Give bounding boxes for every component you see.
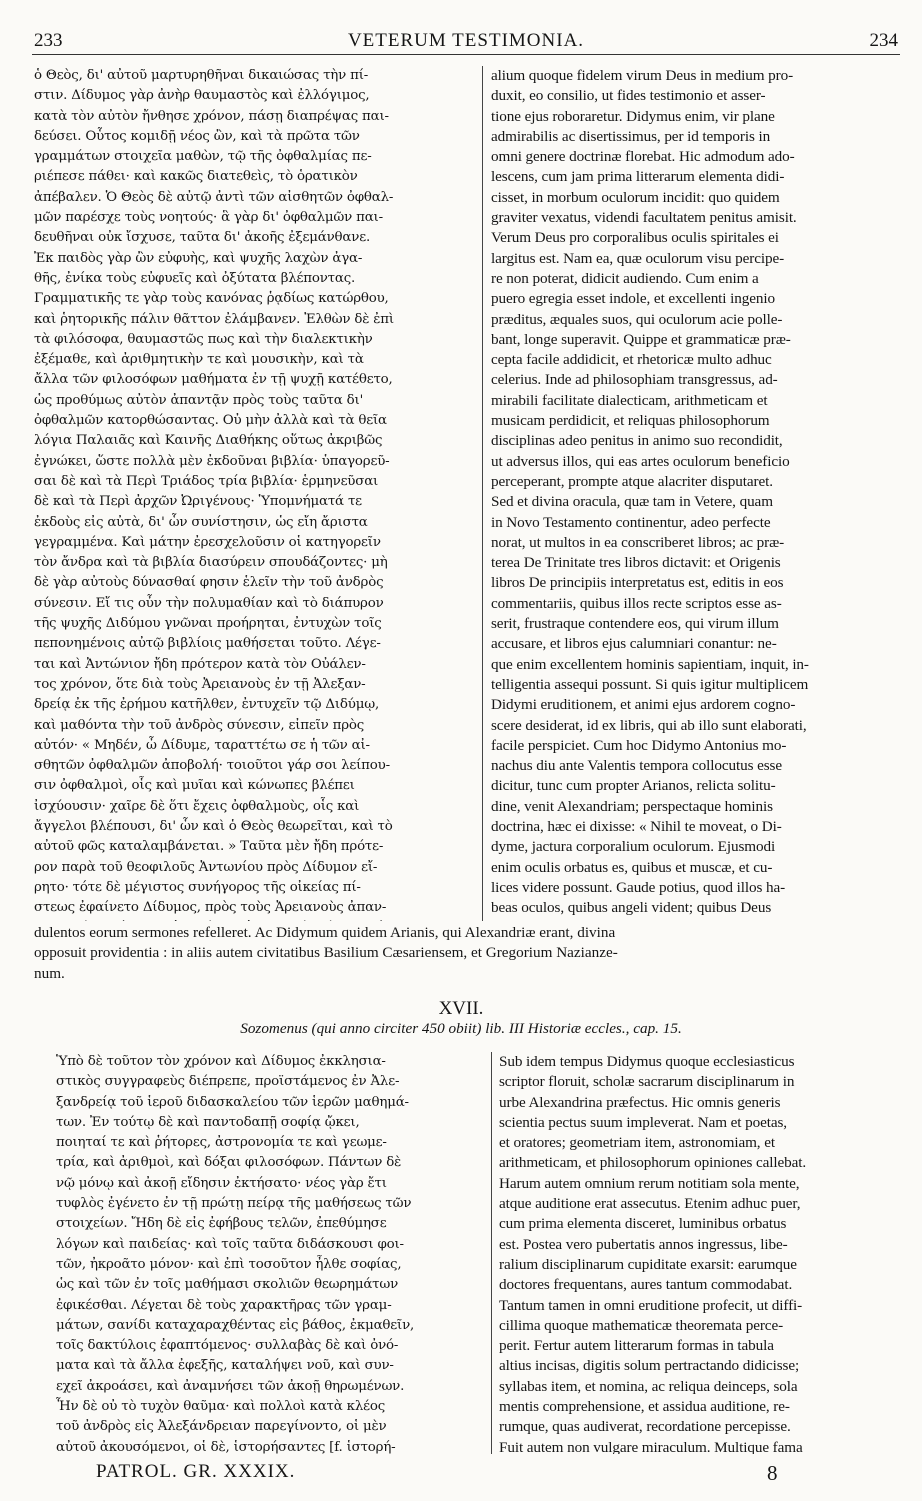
latin-line: re non poterat, didicit audiendo. Cum enim a — [491, 269, 759, 287]
latin-line: admirabilis ac disertissimus, per id temporis in — [491, 127, 771, 145]
latin-line: mentis comprehensione, et assidua auditione, re- — [499, 1398, 790, 1416]
greek-line: ἐγνώκει, ὥστε πολλὰ μὲν ἐκδοῦναι βιβλία· ὑπαγορεῦ- — [34, 453, 390, 469]
greek-line: ρον παρὰ τοῦ θεοφιλοῦς Ἀντωνίου πρὸς Δίδυμον εἴ- — [34, 859, 378, 875]
greek-line: των. Ἐν τούτῳ δὲ καὶ παντοδαπῇ σοφίᾳ ᾤκει, — [56, 1114, 360, 1130]
latin-line: num. — [34, 964, 65, 982]
latin-line: scriptor floruit, scholæ sacrarum disciplinarum in — [499, 1073, 795, 1091]
greek-line: ἀπέβαλεν. Ὁ Θεὸς δὲ αὐτῷ ἀντὶ τῶν αἰσθητῶν ὀφθαλ- — [34, 189, 394, 205]
latin-line: omni genere doctrinæ florebat. Hic admodum ado- — [491, 148, 795, 166]
latin-line: Tantum tamen in omni eruditione profecit, ut diffi- — [499, 1296, 803, 1314]
column-divider-bottom — [491, 1052, 492, 1454]
greek-line: ἐφικέσθαι. Λέγεται δὲ τοὺς χαρακτῆρας τῶν γραμ- — [56, 1297, 392, 1313]
greek-line: στικὸς συγγραφεὺς διέπρεπε, προϊστάμενος ἐν Ἀλε- — [56, 1074, 400, 1090]
greek-line: σιν ὀφθαλμοὶ, οἷς καὶ μυῖαι καὶ κώνωπες βλέπει — [34, 778, 355, 794]
latin-line: largitus est. Nam ea, quæ oculorum visu percipe- — [491, 249, 785, 267]
greek-line: δευθῆναι οὐκ ἴσχυσε, ταῦτα δι' ἀκοῆς ἐξεμάνθανε. — [34, 230, 371, 246]
greek-line: τοῖς δακτύλοις ἐφαπτόμενος· συλλαβὰς δὲ καὶ ὀνό- — [56, 1338, 399, 1354]
latin-line: terea De Trinitate tres libros dictavit: et Origenis — [491, 554, 781, 572]
greek-line: λόγων καὶ παιδείας· καὶ τοῖς ταῦτα διδάσκουσι φοι- — [56, 1236, 404, 1252]
section-source — [0, 1020, 922, 1038]
source-author: Sozomenus — [240, 1020, 308, 1037]
latin-line: syllabas item, et nomina, ac reliqua deinceps, sola — [499, 1377, 798, 1395]
greek-line: στεως ἐφαίνετο Δίδυμος, πρὸς τοὺς Ἀρειανοὺς ἀπαν- — [34, 900, 387, 916]
greek-line: δεύσει. Οὗτος κομιδῇ νέος ὢν, καὶ τὰ πρῶτα τῶν — [34, 128, 360, 144]
full-width-continuation — [34, 923, 894, 984]
greek-line: Γραμματικῆς τε γὰρ τοὺς κανόνας ῥᾳδίως κατώρθου, — [34, 291, 389, 307]
latin-line: tione ejus roboraretur. Didymus enim, vir plane — [491, 107, 775, 125]
latin-line: præditus, æquales suos, qui oculorum acie polle- — [491, 310, 783, 328]
latin-line: celerius. Inde ad philosophiam transgressus, ad- — [491, 371, 778, 389]
latin-line: est. Postea vero pubertatis annos ingressus, libe- — [499, 1235, 788, 1253]
greek-line: ὀφθαλμῶν κατορθώσαντας. Οὐ μὴν ἀλλὰ καὶ τὰ θεῖα — [34, 413, 387, 429]
latin-line: serit, frustraque contendere eos, qui virum illum — [491, 615, 779, 633]
latin-line: Harum autem omnium rerum notitiam sola mente, — [499, 1174, 800, 1192]
greek-line: τυφλὸς ἐγένετο ἐν τῇ πρώτῃ πείρᾳ τῆς μαθήσεως τῶν — [56, 1196, 412, 1212]
greek-line: λόγια Παλαιᾶς καὶ Καινῆς Διαθήκης οὕτως ἀκριβῶς — [34, 433, 383, 449]
greek-line: ἐκδοὺς εἰς αὐτὰ, δι' ὧν συνίστησιν, ὡς εἴη ἄριστα — [34, 514, 368, 530]
latin-line: que enim excellentem hominis sapientiam, inquit, in- — [491, 655, 809, 673]
greek-line: νῷ μόνῳ καὶ ἀκοῇ εἴδησιν ἐκτήσατο· νέος γὰρ ἔτι — [56, 1175, 387, 1191]
latin-line: lices videre possunt. Gaude potius, quod illos ha- — [491, 878, 786, 896]
latin-line: et oratores; geometriam item, astronomiam, et — [499, 1134, 775, 1152]
greek-line: τῆς ψυχῆς Διδύμου γνῶναι προήρηται, ἐντυχὼν τοῖς — [34, 616, 382, 632]
greek-line: καὶ ῥητορικῆς πάλιν θᾶττον ἐλάμβανεν. Ἐλθὼν δὲ ἐπὶ — [34, 311, 394, 327]
greek-line: ἄλλα τῶν φιλοσόφων μαθήματα ἐν τῇ ψυχῇ κατέθετο, — [34, 372, 393, 388]
greek-line: στοιχείων. Ἤδη δὲ εἰς ἐφήβους τελῶν, ἐπεθύμησε — [56, 1216, 387, 1232]
greek-line: ριέπεσε πάθει· καὶ κακῶς διατεθεὶς, τὸ ὁρατικὸν — [34, 169, 358, 185]
footer-number: 8 — [767, 1461, 778, 1485]
source-note: (qui anno circiter 450 obiit) — [311, 1020, 482, 1037]
greek-line: ὡς προθύμως αὐτὸν ἀπαντᾷν πρὸς τοὺς ταῦτα δι' — [34, 392, 364, 408]
greek-line: ὡς καὶ τῶν ἐν τοῖς μαθήμασι σκολιῶν θεωρημάτων — [56, 1277, 399, 1293]
latin-line: cepta facile addidicit, et rhetoricæ multo adhuc — [491, 351, 772, 369]
greek-line: Ὑπὸ δὲ τοῦτον τὸν χρόνον καὶ Δίδυμος ἐκκλησια- — [56, 1054, 386, 1069]
greek-line: θῆς, ἐνίκα τοὺς εὐφυεῖς καὶ ὀξύτατα βλέποντας. — [34, 270, 356, 286]
greek-line: μάτων, σανίδι καταχαραχθέντας εἰς βάθος, ἐκμαθεῖν, — [56, 1317, 415, 1333]
latin-column-bottom — [499, 1052, 894, 1454]
section-number: XVII. — [438, 998, 484, 1019]
greek-line: ἄγγελοι βλέπουσι, δι' ὧν καὶ ὁ Θεὸς θεωρεῖται, καὶ τὸ — [34, 818, 393, 834]
column-divider — [482, 66, 483, 921]
latin-line: in Novo Testamento continentur, adeo perfecte — [491, 513, 771, 531]
latin-line: doctores frequentans, aures tantum commodabat. — [499, 1276, 793, 1294]
greek-line: τοῦ ἀνδρὸς εἰς Ἀλεξάνδρειαν παρεγίνοντο, οἱ μὲν — [56, 1419, 387, 1435]
greek-line: αὐτοῦ ἀκουσόμενοι, οἱ δὲ, ἱστορήσαντες [f. ἱστορή- — [56, 1439, 396, 1454]
latin-line: disciplinas adeo penitus in animo suo recondidit, — [491, 432, 783, 450]
greek-line: δρείᾳ ἐκ τῆς ἐρήμου κατῆλθεν, ἐντυχεῖν τῷ Διδύμῳ, — [34, 697, 379, 713]
latin-line: dyme, jactura corporalium oculorum. Ejusmodi — [491, 838, 776, 856]
latin-line: lescens, cum jam prima litterarum elementa didi- — [491, 168, 785, 186]
latin-line: Verum Deus pro corporalibus oculis spiritales ei — [491, 229, 779, 247]
greek-line: ματα καὶ τὰ ἄλλα ἐφεξῆς, καταλήψει νοῦ, καὶ συν- — [56, 1358, 394, 1374]
source-ref: lib. III Historiæ eccles., cap. 15. — [485, 1020, 682, 1037]
latin-line: perceperant, prompte atque alacriter disputaret. — [491, 472, 773, 490]
greek-line: ὁ Θεὸς, δι' αὐτοῦ μαρτυρηθῆναι δικαιώσας τὴν πί- — [34, 68, 369, 83]
latin-line: dulentos eorum sermones refelleret. Ac Didymum quidem Arianis, qui Alexandriæ erant, divina — [34, 924, 616, 941]
greek-line — [34, 918, 472, 921]
latin-line — [491, 918, 889, 921]
greek-line: δὲ καὶ τὰ Περὶ ἀρχῶν Ὠριγένους· Ὑπομνήματά τε — [34, 494, 362, 510]
greek-line: στιν. Δίδυμος γὰρ ἀνὴρ θαυμαστὸς καὶ ἐλλόγιμος, — [34, 88, 370, 104]
latin-line: ut adversus illos, qui eas artes oculorum beneficio — [491, 452, 790, 470]
greek-line: γεγραμμένα. Καὶ μάτην ἐρεσχελοῦσιν οἱ κατηγορεῖν — [34, 534, 381, 550]
greek-line: τος χρόνον, ὅτε διὰ τοὺς Ἀρειανοὺς ἐν τῇ Ἀλεξαν- — [34, 676, 366, 692]
greek-line: ξανδρείᾳ τοῦ ἱεροῦ διδασκαλείου τῶν ἱερῶν μαθημά- — [56, 1094, 409, 1110]
greek-line: ἐξέμαθε, καὶ ἀριθμητικὴν τε καὶ μουσικὴν, καὶ τὰ — [34, 352, 364, 368]
greek-line: αὐτοῦ φῶς καταλαμβάνεται. » Ταῦτα μὲν ἤδη πρότε- — [34, 839, 384, 855]
latin-line: enim oculis orbatus es, quibus et muscæ, et cu- — [491, 858, 773, 876]
greek-line: τρία, καὶ ἀριθμοὶ, καὶ δόξαι φιλοσόφων. Πάντων δὲ — [56, 1155, 402, 1171]
greek-column-bottom — [56, 1052, 484, 1454]
latin-line: cisset, in morbum oculorum incidit: quo quidem — [491, 188, 780, 206]
greek-line: γραμμάτων στοιχεῖα μαθὼν, τῷ τῆς ὀφθαλμίας πε- — [34, 149, 372, 165]
greek-line: Ἐκ παιδὸς γὰρ ὢν εὐφυὴς, καὶ ψυχῆς λαχὼν ἀγα- — [34, 250, 363, 266]
latin-line: dine, venit Alexandriam; perspectaque hominis — [491, 797, 773, 815]
latin-line: cum prima elementa disceret, luminibus orbatus — [499, 1215, 787, 1233]
page-number-right: 234 — [869, 30, 898, 51]
greek-line: σθητῶν ὀφθαλμῶν ἀποβολή· τοιοῦτοι γάρ σοι λείπου- — [34, 758, 390, 774]
latin-line: doctrina, hæc ei dixisse: « Nihil te moveat, o Di- — [491, 817, 782, 835]
latin-line: graviter vexatus, videndi facultatem penitus amisit. — [491, 209, 797, 227]
footer-signature: PATROL. GR. XXXIX. — [96, 1461, 296, 1482]
latin-line: duxit, eo consilio, ut fides testimonio et asser- — [491, 87, 766, 105]
greek-line: πεπονημένοις αὐτῷ βιβλίοις μαθήσεται τοῦτο. Λέγε- — [34, 636, 381, 652]
greek-line: εχεῖ ἀκροάσει, καὶ ἀναμνήσει τῶν ἀκοῇ θηρωμένων. — [56, 1378, 405, 1394]
latin-line: facile perspiciet. Cum hoc Didymo Antonius mo- — [491, 736, 787, 754]
greek-line: καὶ μαθόντα τὴν τοῦ ἀνδρὸς σύνεσιν, εἰπεῖν πρὸς — [34, 717, 365, 733]
latin-line: Sub idem tempus Didymus quoque ecclesiasticus — [499, 1053, 795, 1070]
greek-line: σαι δὲ καὶ τὰ Περὶ Τριάδος τρία βιβλία· ἑρμηνεῦσαι — [34, 473, 379, 489]
latin-line: perit. Fertur autem litterarum formas in tabula — [499, 1337, 774, 1355]
latin-line: nachus diu ante Valentis tempora collocutus esse — [491, 757, 782, 775]
latin-line: atque auditione erat assecutus. Etenim adhuc puer, — [499, 1195, 801, 1213]
greek-line: δὲ γὰρ αὐτοὺς δύνασθαί φησιν ἑλεῖν τὴν τοῦ ἀνδρὸς — [34, 575, 384, 591]
latin-column-top — [491, 66, 889, 921]
latin-line: commentariis, quibus illos recte scriptos esse as- — [491, 594, 782, 612]
page-number-left: 233 — [34, 30, 63, 51]
latin-line: Fuit autem non vulgare miraculum. Multique fama — [499, 1438, 803, 1454]
greek-line: ρητο· τότε δὲ μέγιστος συνήγορος τῆς οἰκείας πί- — [34, 879, 361, 895]
greek-line: Ἦν δὲ οὐ τὸ τυχὸν θαῦμα· καὶ πολλοὶ κατὰ κλέος — [56, 1399, 386, 1415]
latin-line: telligentia assequi possunt. Si quis igitur multiplicem — [491, 675, 809, 693]
greek-line: κατὰ τὸν αὐτὸν ἤνθησε χρόνον, πάσῃ διαπρέψας παι- — [34, 108, 389, 124]
latin-line: puero egregia esset indole, et excellenti ingenio — [491, 290, 775, 308]
greek-line: σύνεσιν. Εἴ τις οὖν τὴν πολυμαθίαν καὶ τὸ διάπυρον — [34, 595, 384, 611]
latin-line: libros De principiis interpretatus est, editis in eos — [491, 574, 784, 592]
latin-line: mirabili facilitate dialecticam, arithmeticam et — [491, 391, 768, 409]
latin-line: musicam perdidicit, et reliquas philosophorum — [491, 412, 770, 430]
greek-line: τὸν ἄνδρα καὶ τὰ βιβλία διασύρειν σπουδάζοντες· μὴ — [34, 555, 388, 571]
latin-line: scere desiderat, id ex libris, qui ab illo sunt elaborati, — [491, 716, 807, 734]
latin-line: Didymi eruditionem, et animi ejus ardorem cogno- — [491, 696, 796, 714]
latin-line: beas oculos, quibus angeli vident; quibus Deus — [491, 899, 772, 917]
latin-line: ralium disciplinarum cupiditate exarsit: earumque — [499, 1255, 797, 1273]
latin-line: cillima quoque mathematicæ theoremata perce- — [499, 1316, 784, 1334]
latin-line: arithmeticam, et philosophorum opiniones callebat. — [499, 1154, 807, 1172]
greek-column-top — [34, 66, 472, 921]
latin-line: alium quoque fidelem virum Deus in medium pro- — [491, 67, 794, 84]
latin-line: accusare, et libros ejus calumniari conantur: ne- — [491, 635, 777, 653]
running-header — [32, 30, 900, 55]
greek-line: τὰ φιλόσοφα, θαυμαστῶς πως καὶ τὴν διαλεκτικὴν — [34, 331, 373, 347]
running-title: VETERUM TESTIMONIA. — [347, 30, 585, 51]
greek-line: ται καὶ Ἀντώνιον ἤδη πρότερον κατὰ τὸν Οὐάλεν- — [34, 656, 366, 672]
greek-line: ἰσχύουσιν· χαῖρε δὲ ὅτι ἔχεις ὀφθαλμοὺς, οἷς καὶ — [34, 798, 360, 814]
latin-line: norat, ut multos in ea conscriberet libros; ac præ- — [491, 533, 785, 551]
greek-line: τῶν, ἠκροᾶτο μόνον· καὶ ἐπὶ τοσοῦτον ἦλθε σοφίας, — [56, 1256, 402, 1272]
latin-line: bant, longe superavit. Quippe et grammaticæ præ- — [491, 330, 791, 348]
greek-line: ποιηταί τε καὶ ῥήτορες, ἀστρονομία τε καὶ γεωμε- — [56, 1135, 387, 1151]
latin-line: rumque, quas audiverat, recordatione percepisse. — [499, 1418, 791, 1436]
greek-line: αὐτόν· « Μηδέν, ὦ Δίδυμε, ταραττέτω σε ἡ τῶν αἰ- — [34, 737, 370, 753]
latin-line: scientia pectus suum impleverat. Nam et poetas, — [499, 1113, 787, 1131]
latin-line: urbe Alexandrina præfectus. Hic omnis generis — [499, 1093, 781, 1111]
latin-line: dicitur, tunc cum propter Arianos, relicta solitu- — [491, 777, 776, 795]
latin-line: altius incisas, digitis solum pertractando didicisse; — [499, 1357, 800, 1375]
greek-line: μῶν παρέσχε τοὺς νοητούς· ἃ γὰρ δι' ὀφθαλμῶν παι- — [34, 210, 383, 226]
latin-line: opposuit providentia : in aliis autem civitatibus Basilium Cæsariensem, et Gregorium Nazianze- — [34, 944, 618, 962]
latin-line: Sed et divina oracula, quæ tam in Vetere, quam — [491, 493, 773, 511]
